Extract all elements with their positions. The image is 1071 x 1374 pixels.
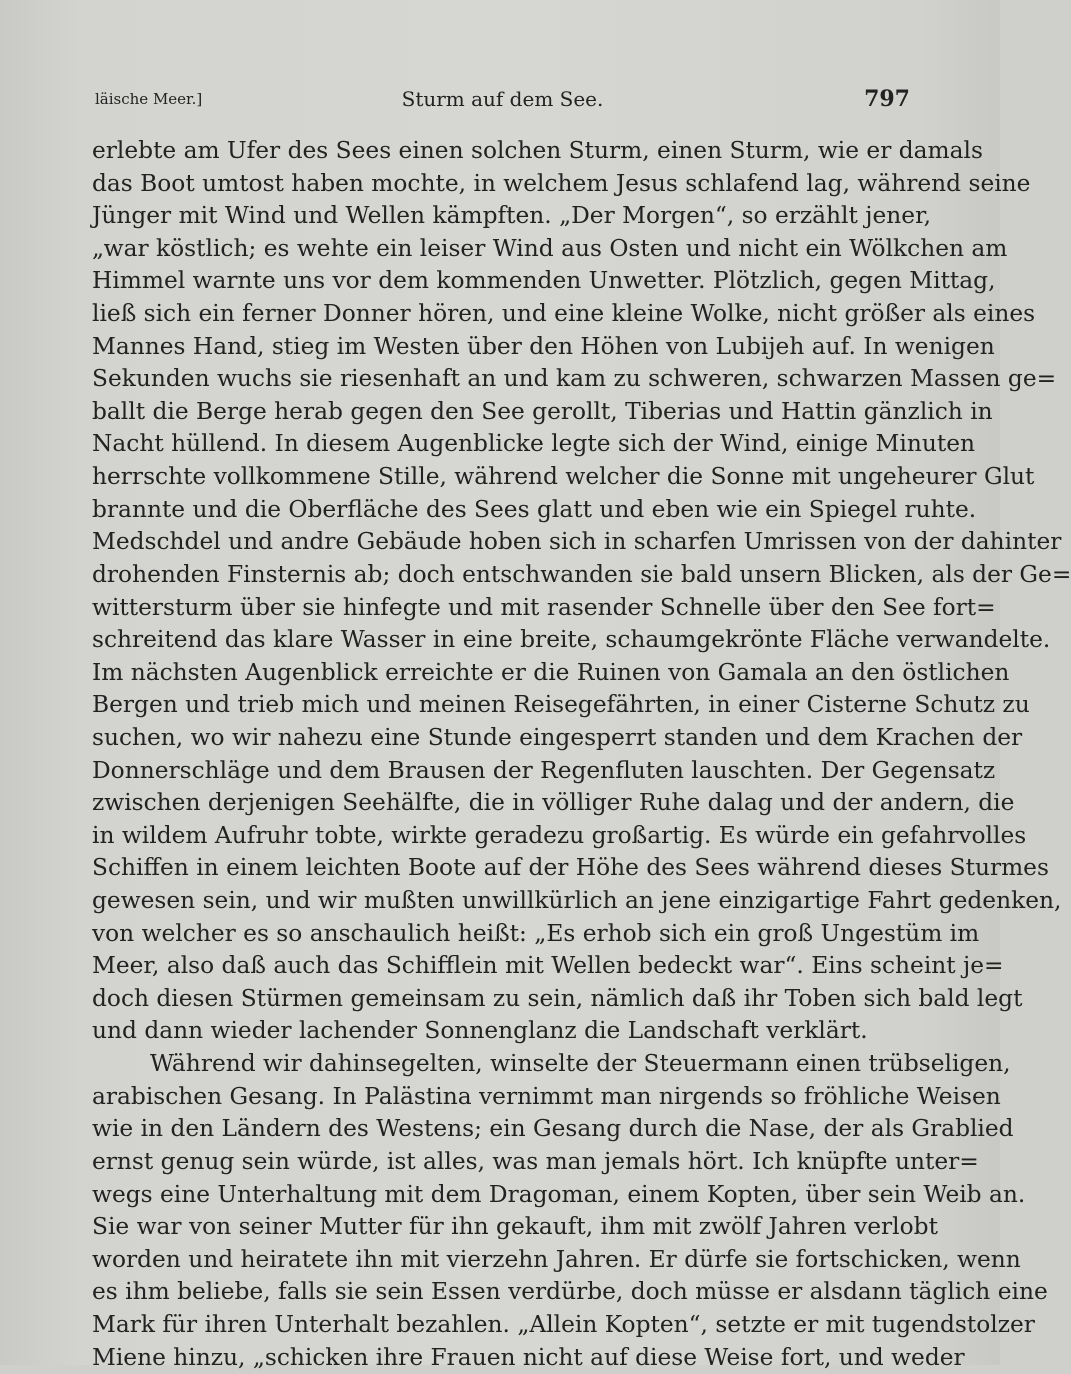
- text-line: Meer, also daß auch das Schifflein mit Wellen bedeckt war“. Eins scheint je=: [92, 952, 1004, 980]
- text-line: Mannes Hand, stieg im Westen über den Höhen von Lubijeh auf. In wenigen: [92, 332, 995, 360]
- text-line: und dann wieder lachender Sonnenglanz die Landschaft verklärt.: [92, 1017, 868, 1045]
- text-line: drohenden Finsternis ab; doch entschwanden sie bald unsern Blicken, als der Ge=: [92, 560, 1071, 588]
- text-line: Miene hinzu, „schicken ihre Frauen nicht auf diese Weise fort, und weder: [92, 1343, 965, 1371]
- text-line: „war köstlich; es wehte ein leiser Wind aus Osten und nicht ein Wölkchen am: [92, 234, 1008, 262]
- text-line: ernst genug sein würde, ist alles, was man jemals hört. Ich knüpfte unter=: [92, 1147, 979, 1175]
- text-line: Himmel warnte uns vor dem kommenden Unwetter. Plötzlich, gegen Mittag,: [92, 267, 996, 295]
- header-left-title: läische Meer.]: [95, 90, 203, 108]
- text-line: Sekunden wuchs sie riesenhaft an und kam zu schweren, schwarzen Massen ge=: [92, 365, 1057, 393]
- text-line: brannte und die Oberfläche des Sees glatt und eben wie ein Spiegel ruhte.: [92, 495, 977, 523]
- text-line: Medschdel und andre Gebäude hoben sich in scharfen Umrissen von der dahinter: [92, 528, 1062, 556]
- text-line: ballt die Berge herab gegen den See gerollt, Tiberias und Hattin gänzlich in: [92, 397, 993, 425]
- text-line: es ihm beliebe, falls sie sein Essen verdürbe, doch müsse er alsdann täglich eine: [92, 1278, 1048, 1306]
- text-line: schreitend das klare Wasser in eine breite, schaumgekrönte Fläche verwandelte.: [92, 626, 1051, 654]
- text-line: worden und heiratete ihn mit vierzehn Jahren. Er dürfe sie fortschicken, wenn: [92, 1245, 1021, 1273]
- text-line: suchen, wo wir nahezu eine Stunde eingesperrt standen und dem Krachen der: [92, 723, 1023, 751]
- text-line: Jünger mit Wind und Wellen kämpften. „Der Morgen“, so erzählt jener,: [92, 202, 932, 230]
- text-line: wie in den Ländern des Westens; ein Gesang durch die Nase, der als Grablied: [92, 1115, 1014, 1143]
- text-line: erlebte am Ufer des Sees einen solchen Sturm, einen Sturm, wie er damals: [92, 137, 983, 164]
- body-text: [92, 135, 1071, 1374]
- text-line: Sie war von seiner Mutter für ihn gekauft, ihm mit zwölf Jahren verlobt: [92, 1213, 938, 1241]
- text-line: in wildem Aufruhr tobte, wirkte geradezu großartig. Es würde ein gefahrvolles: [92, 821, 1027, 849]
- text-line: von welcher es so anschaulich heißt: „Es erhob sich ein groß Ungestüm im: [92, 919, 980, 947]
- text-line: das Boot umtost haben mochte, in welchem Jesus schlafend lag, während seine: [92, 169, 1031, 197]
- text-line: Während wir dahinsegelten, winselte der Steuermann einen trübseligen,: [150, 1050, 1011, 1078]
- text-line: wegs eine Unterhaltung mit dem Dragoman, einem Kopten, über sein Weib an.: [92, 1180, 1026, 1208]
- header-center-title: Sturm auf dem See.: [401, 87, 604, 111]
- text-line: Bergen und trieb mich und meinen Reisegefährten, in einer Cisterne Schutz zu: [92, 691, 1030, 719]
- text-line: Schiffen in einem leichten Boote auf der Höhe des Sees während dieses Sturmes: [92, 854, 1049, 882]
- running-header: [95, 86, 910, 112]
- text-line: gewesen sein, und wir mußten unwillkürlich an jene einzigartige Fahrt gedenken,: [92, 887, 1062, 915]
- text-line: ließ sich ein ferner Donner hören, und eine kleine Wolke, nicht größer als eines: [92, 300, 1036, 328]
- text-line: zwischen derjenigen Seehälfte, die in völliger Ruhe dalag und der andern, die: [92, 789, 1015, 817]
- page-number: 797: [864, 86, 910, 112]
- text-line: arabischen Gesang. In Palästina vernimmt man nirgends so fröhliche Weisen: [92, 1082, 1001, 1110]
- text-line: doch diesen Stürmen gemeinsam zu sein, nämlich daß ihr Toben sich bald legt: [92, 984, 1023, 1012]
- text-line: herrschte vollkommene Stille, während welcher die Sonne mit ungeheurer Glut: [92, 463, 1035, 491]
- text-line: Im nächsten Augenblick erreichte er die Ruinen von Gamala an den östlichen: [92, 658, 1010, 686]
- text-line: wittersturm über sie hinfegte und mit rasender Schnelle über den See fort=: [92, 593, 996, 621]
- text-line: Donnerschläge und dem Brausen der Regenfluten lauschten. Der Gegensatz: [92, 756, 996, 784]
- text-line: Mark für ihren Unterhalt bezahlen. „Allein Kopten“, setzte er mit tugendstolzer: [92, 1310, 1035, 1338]
- text-line: Nacht hüllend. In diesem Augenblicke legte sich der Wind, einige Minuten: [92, 430, 976, 458]
